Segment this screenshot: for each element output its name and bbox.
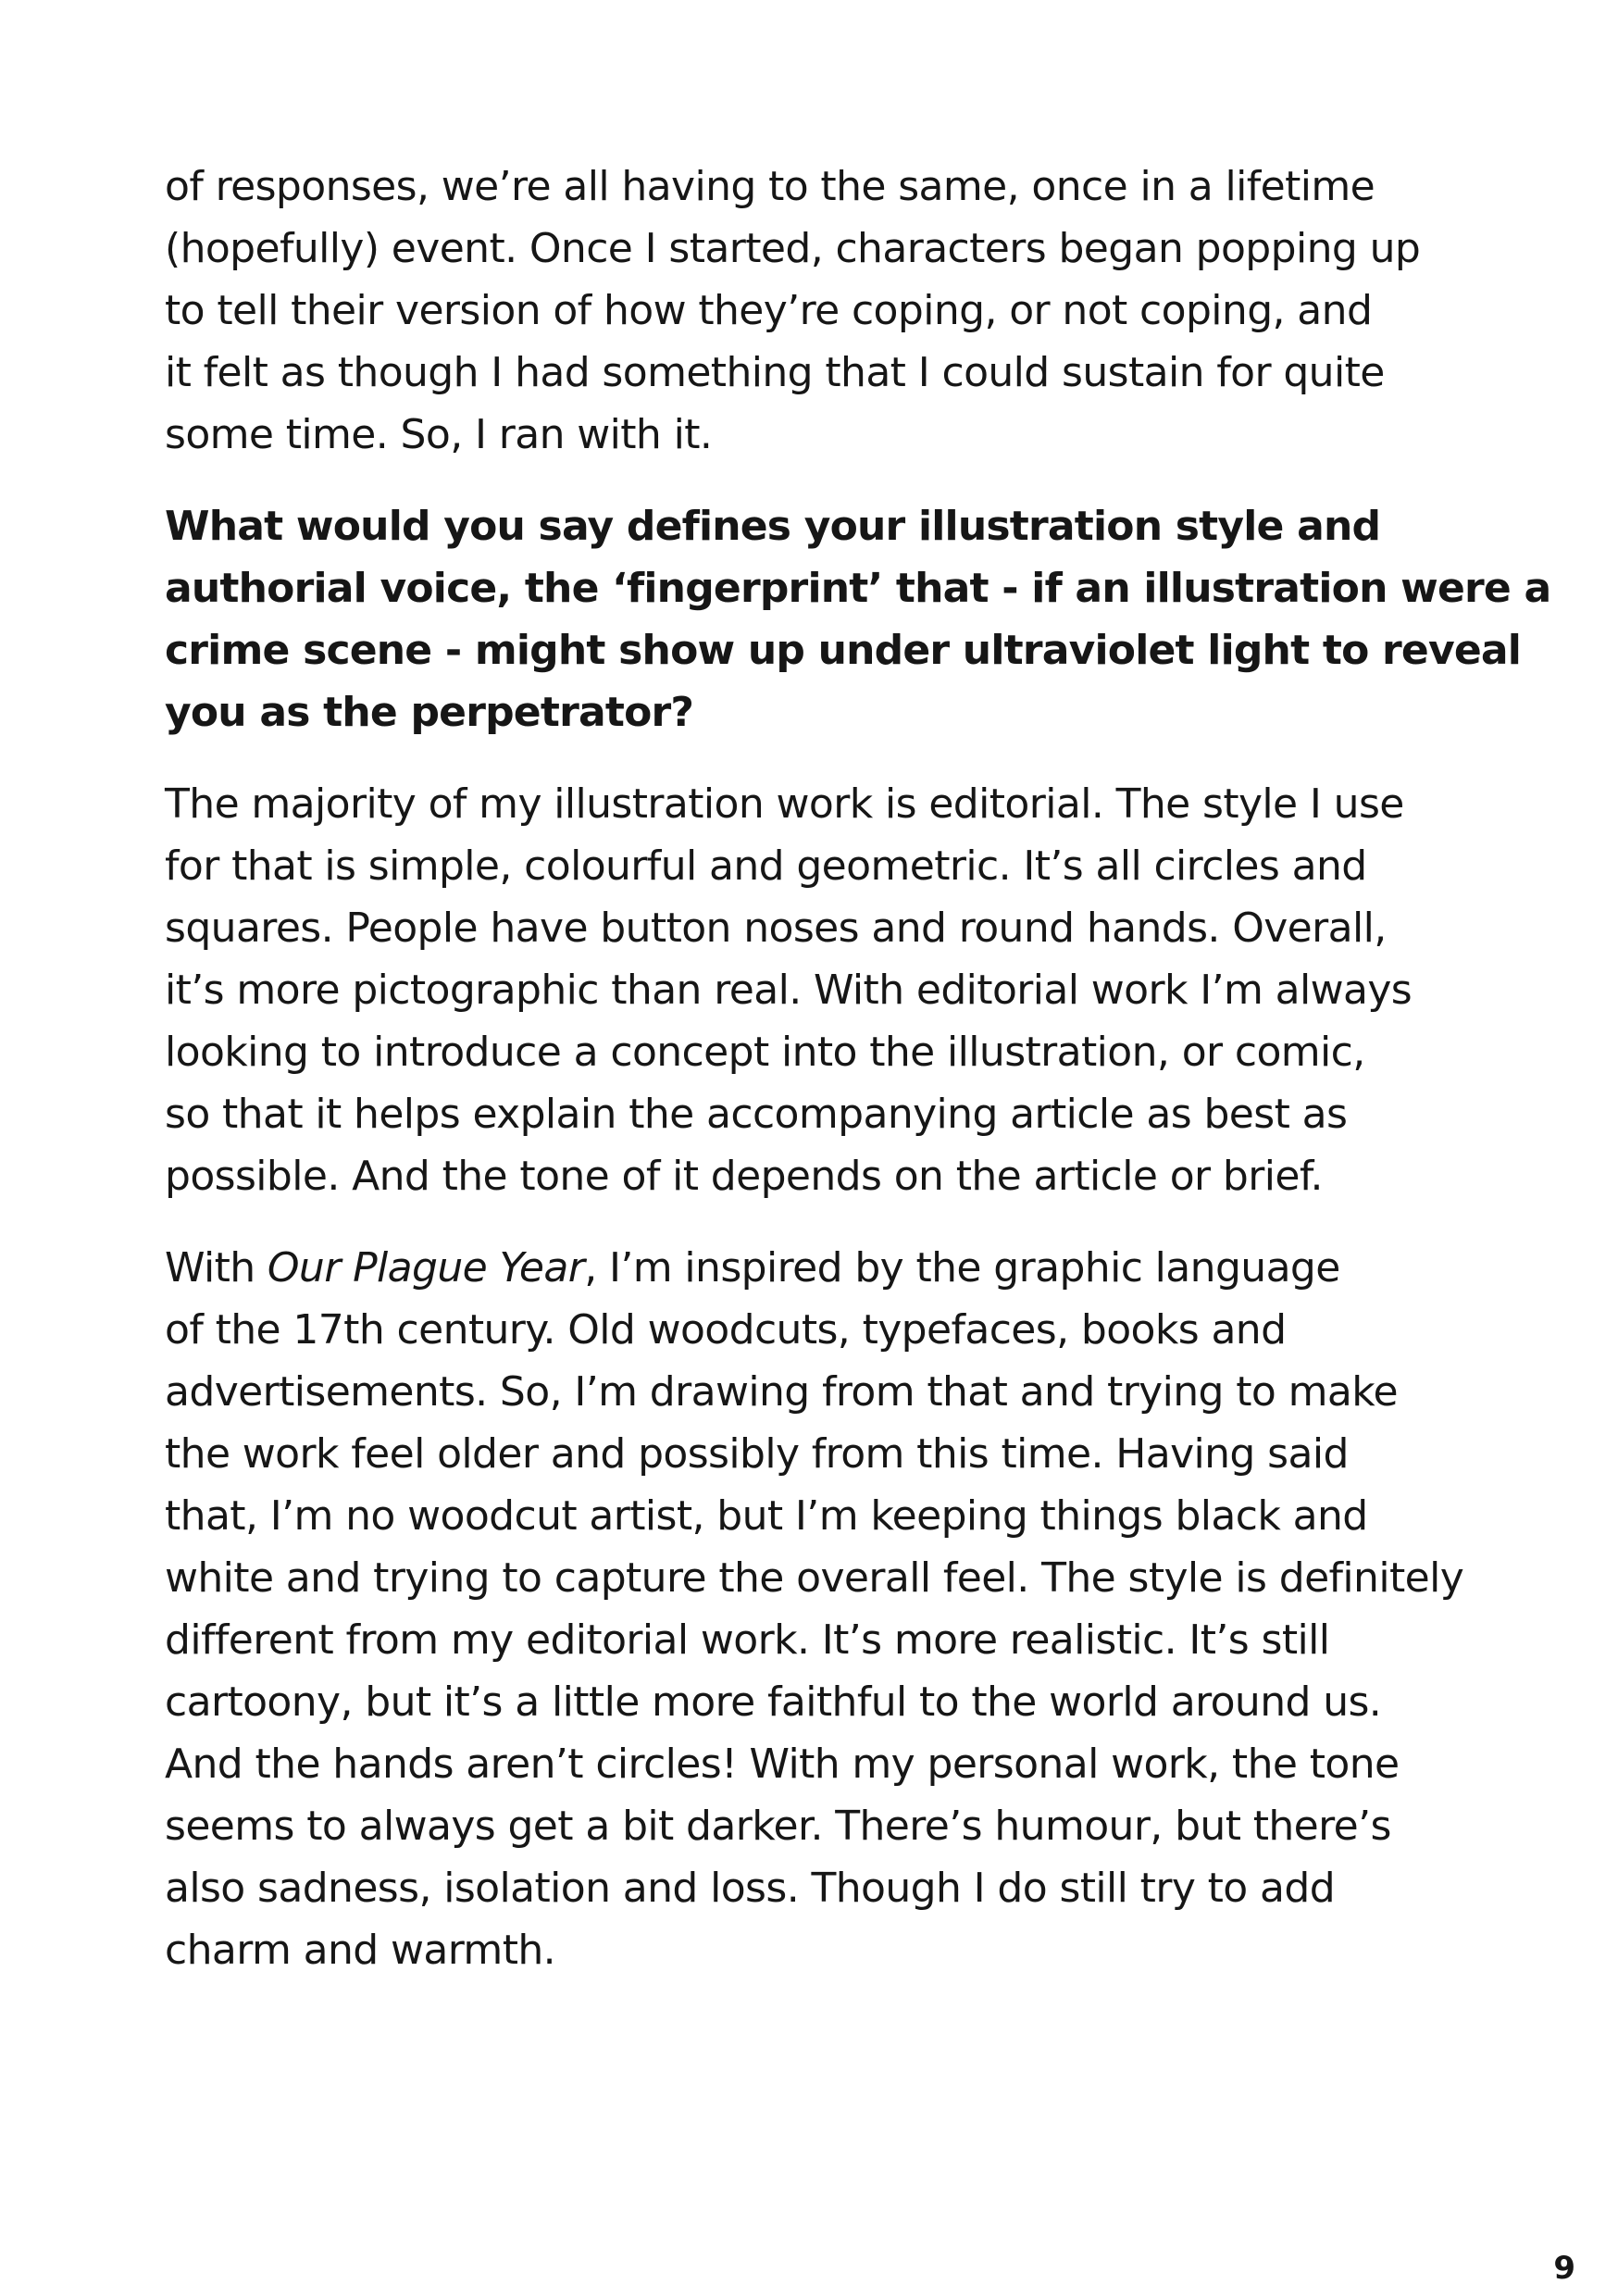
text-line: of responses, we’re all having to the same, once in a lifetime — [165, 163, 1375, 210]
text-line: white and trying to capture the overall feel. The style is definitely — [165, 1554, 1464, 1602]
text-line: also sadness, isolation and loss. Though I do still try to add — [165, 1865, 1336, 1912]
text-line: cartoony, but it’s a little more faithful to the world around us. — [165, 1678, 1382, 1726]
line-start: With — [165, 1244, 268, 1292]
line-end: , I’m inspired by the graphic language — [584, 1244, 1340, 1292]
text-line: that, I’m no woodcut artist, but I’m keeping things black and — [165, 1492, 1368, 1540]
text-line: it felt as though I had something that I could sustain for quite — [165, 349, 1385, 396]
text-line: so that it helps explain the accompanying article as best as — [165, 1091, 1348, 1138]
text-line-with-title — [165, 1237, 1461, 1299]
page-number: 9 — [1553, 2250, 1575, 2287]
text-line: the work feel older and possibly from this time. Having said — [165, 1430, 1349, 1478]
question-line: authorial voice, the ‘fingerprint’ that - if an illustration were a — [165, 565, 1551, 612]
text-line: And the hands aren’t circles! With my personal work, the tone — [165, 1741, 1400, 1788]
answer-paragraph-plague-year — [165, 1237, 1464, 1981]
publication-title: Our Plague Year — [267, 1244, 585, 1292]
text-line: to tell their version of how they’re coping, or not coping, and — [165, 287, 1373, 334]
text-line: of the 17th century. Old woodcuts, typefaces, books and — [165, 1306, 1287, 1354]
text-line: some time. So, I ran with it. — [165, 411, 713, 458]
text-line: looking to introduce a concept into the illustration, or comic, — [165, 1029, 1365, 1076]
question-line: crime scene - might show up under ultraviolet light to reveal — [165, 627, 1522, 674]
question-line: What would you say defines your illustration style and — [165, 503, 1381, 550]
text-line: squares. People have button noses and round hands. Overall, — [165, 905, 1387, 952]
text-line: it’s more pictographic than real. With editorial work I’m always — [165, 967, 1413, 1014]
answer-paragraph-editorial — [165, 773, 1461, 1207]
question-line: you as the perpetrator? — [165, 689, 694, 736]
text-line: The majority of my illustration work is editorial. The style I use — [165, 780, 1404, 828]
text-line: for that is simple, colourful and geometric. It’s all circles and — [165, 842, 1367, 890]
body-text — [165, 156, 1551, 1981]
text-line: charm and warmth. — [165, 1927, 556, 1974]
text-line: advertisements. So, I’m drawing from that and trying to make — [165, 1368, 1399, 1416]
answer-paragraph-coping — [165, 156, 1461, 466]
text-line: (hopefully) event. Once I started, characters began popping up — [165, 225, 1421, 272]
text-line: seems to always get a bit darker. There’s humour, but there’s — [165, 1803, 1391, 1850]
text-line: possible. And the tone of it depends on the article or brief. — [165, 1153, 1323, 1200]
text-line: different from my editorial work. It’s more realistic. It’s still — [165, 1616, 1330, 1664]
interview-question — [165, 495, 1551, 743]
